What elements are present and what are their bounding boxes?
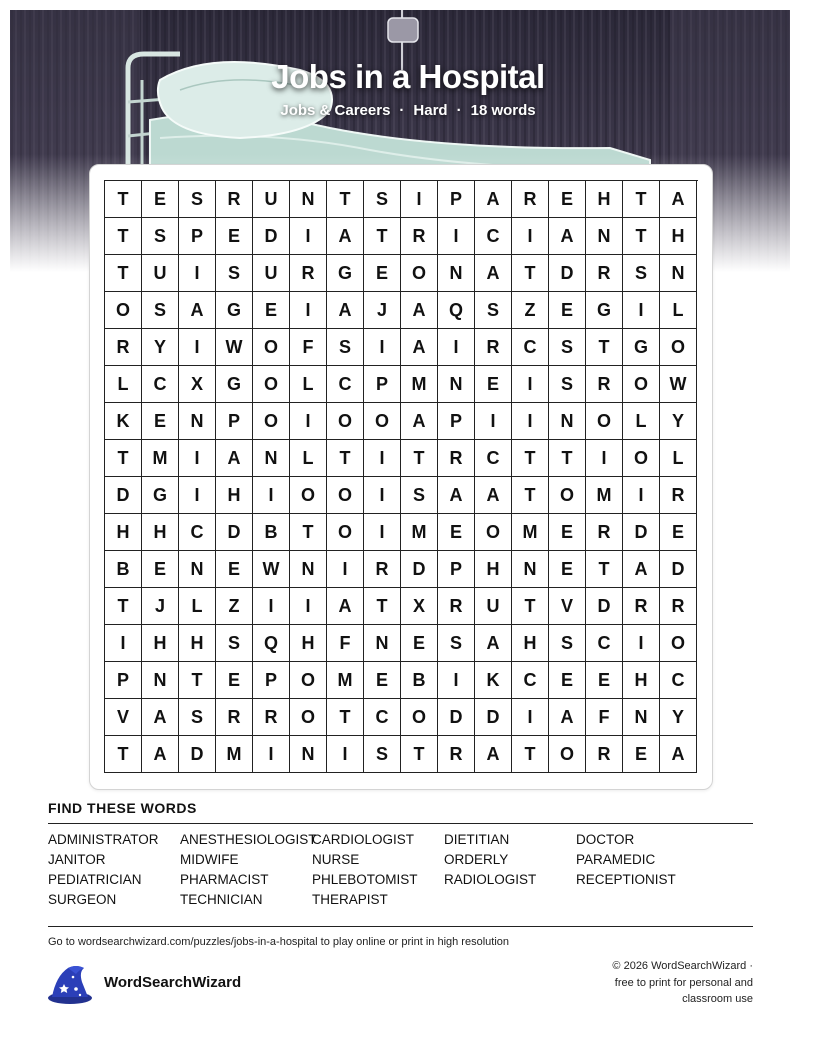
grid-cell: R (586, 255, 623, 292)
grid-cell: I (179, 440, 216, 477)
divider (48, 823, 753, 824)
grid-cell: D (401, 551, 438, 588)
grid-cell: T (327, 440, 364, 477)
grid-cell: A (327, 292, 364, 329)
grid-cell: P (216, 403, 253, 440)
grid-cell: R (105, 329, 142, 366)
grid-cell: H (216, 477, 253, 514)
word-list-item: PEDIATRICIAN (48, 872, 142, 887)
word-list-item: TECHNICIAN (180, 892, 263, 907)
grid-cell: U (253, 181, 290, 218)
grid-cell: I (179, 255, 216, 292)
grid-cell: Y (660, 403, 697, 440)
grid-cell: I (253, 736, 290, 773)
grid-cell: C (364, 699, 401, 736)
grid-cell: I (512, 218, 549, 255)
grid-cell: P (438, 551, 475, 588)
grid-cell: A (401, 292, 438, 329)
grid-cell: H (105, 514, 142, 551)
grid-cell: N (142, 662, 179, 699)
grid-cell: O (623, 440, 660, 477)
grid-cell: U (253, 255, 290, 292)
grid-cell: F (586, 699, 623, 736)
grid-cell: U (142, 255, 179, 292)
word-list-item: NURSE (312, 852, 360, 867)
grid-cell: P (364, 366, 401, 403)
grid-cell: X (401, 588, 438, 625)
puzzle-title: Jobs in a Hospital (271, 58, 545, 95)
word-list-item: DOCTOR (576, 832, 635, 847)
grid-cell: T (512, 440, 549, 477)
grid-cell: I (401, 181, 438, 218)
grid-cell: O (549, 477, 586, 514)
letter-grid (104, 180, 698, 773)
grid-cell: P (105, 662, 142, 699)
grid-cell: L (179, 588, 216, 625)
grid-cell: T (512, 255, 549, 292)
grid-cell: Y (660, 699, 697, 736)
category-label: Jobs & Careers (280, 102, 391, 119)
grid-cell: S (327, 329, 364, 366)
grid-cell: I (364, 514, 401, 551)
grid-cell: N (623, 699, 660, 736)
grid-cell: E (142, 403, 179, 440)
puzzle-subtitle (0, 102, 816, 119)
grid-cell: C (327, 366, 364, 403)
grid-cell: A (142, 699, 179, 736)
grid-cell: A (142, 736, 179, 773)
word-list-item: PARAMEDIC (576, 852, 656, 867)
grid-cell: U (475, 588, 512, 625)
grid-cell: A (475, 625, 512, 662)
grid-cell: N (253, 440, 290, 477)
grid-cell: R (660, 588, 697, 625)
word-list-item: ANESTHESIOLOGIST (180, 832, 317, 847)
grid-cell: O (660, 625, 697, 662)
grid-cell: E (549, 662, 586, 699)
grid-cell: K (105, 403, 142, 440)
grid-cell: N (290, 736, 327, 773)
word-list-item: MIDWIFE (180, 852, 239, 867)
grid-cell: A (475, 736, 512, 773)
grid-cell: Q (438, 292, 475, 329)
grid-cell: I (512, 403, 549, 440)
grid-cell: L (660, 292, 697, 329)
word-list-item: SURGEON (48, 892, 117, 907)
grid-cell: I (623, 625, 660, 662)
grid-cell: N (549, 403, 586, 440)
grid-cell: D (438, 699, 475, 736)
copyright-line: © 2026 WordSearchWizard · (612, 960, 753, 972)
grid-cell: S (623, 255, 660, 292)
copyright-line: free to print for personal and (614, 976, 753, 989)
grid-cell: O (253, 403, 290, 440)
difficulty-label: Hard (413, 102, 448, 119)
grid-cell: I (364, 440, 401, 477)
grid-cell: A (660, 181, 697, 218)
grid-cell: I (438, 329, 475, 366)
grid-cell: S (549, 625, 586, 662)
grid-cell: A (623, 551, 660, 588)
grid-cell: S (216, 255, 253, 292)
grid-cell: E (216, 551, 253, 588)
grid-cell: O (290, 477, 327, 514)
grid-cell: A (475, 255, 512, 292)
grid-cell: H (179, 625, 216, 662)
grid-cell: I (253, 588, 290, 625)
grid-cell: O (586, 403, 623, 440)
grid-cell: T (623, 181, 660, 218)
grid-cell: A (327, 588, 364, 625)
grid-cell: T (586, 329, 623, 366)
word-list-item: THERAPIST (312, 892, 388, 907)
grid-cell: G (623, 329, 660, 366)
grid-cell: B (253, 514, 290, 551)
grid-cell: I (290, 403, 327, 440)
grid-cell: D (586, 588, 623, 625)
copyright-notice (573, 958, 753, 1008)
grid-cell: T (549, 440, 586, 477)
grid-cell: L (623, 403, 660, 440)
grid-cell: T (512, 588, 549, 625)
grid-cell: G (327, 255, 364, 292)
grid-cell: R (438, 588, 475, 625)
grid-cell: T (105, 181, 142, 218)
grid-cell: A (438, 477, 475, 514)
grid-cell: J (142, 588, 179, 625)
grid-cell: L (660, 440, 697, 477)
grid-cell: G (216, 366, 253, 403)
grid-cell: R (401, 218, 438, 255)
grid-cell: O (327, 403, 364, 440)
grid-cell: M (142, 440, 179, 477)
grid-cell: N (179, 403, 216, 440)
grid-cell: O (475, 514, 512, 551)
grid-cell: R (290, 255, 327, 292)
grid-cell: N (512, 551, 549, 588)
grid-cell: A (475, 477, 512, 514)
divider (48, 926, 753, 927)
grid-cell: Z (216, 588, 253, 625)
word-list-item: DIETITIAN (444, 832, 510, 847)
word-list-item: ADMINISTRATOR (48, 832, 159, 847)
grid-cell: E (660, 514, 697, 551)
grid-cell: N (660, 255, 697, 292)
grid-cell: S (549, 329, 586, 366)
grid-cell: E (549, 514, 586, 551)
grid-cell: M (216, 736, 253, 773)
grid-cell: T (105, 736, 142, 773)
grid-cell: S (364, 736, 401, 773)
grid-cell: I (327, 551, 364, 588)
grid-cell: I (364, 477, 401, 514)
grid-cell: L (290, 440, 327, 477)
word-list-row (48, 832, 753, 852)
grid-cell: V (105, 699, 142, 736)
grid-cell: H (586, 181, 623, 218)
grid-cell: E (216, 662, 253, 699)
grid-cell: R (253, 699, 290, 736)
grid-cell: W (253, 551, 290, 588)
grid-cell: A (549, 699, 586, 736)
grid-cell: E (401, 625, 438, 662)
word-list-item: PHARMACIST (180, 872, 269, 887)
grid-cell: T (179, 662, 216, 699)
grid-cell: I (179, 329, 216, 366)
grid-cell: E (586, 662, 623, 699)
grid-cell: C (586, 625, 623, 662)
word-list-row (48, 892, 753, 912)
grid-cell: E (549, 551, 586, 588)
brand-name: WordSearchWizard (104, 974, 242, 991)
grid-cell: E (623, 736, 660, 773)
grid-cell: A (216, 440, 253, 477)
grid-cell: R (586, 736, 623, 773)
grid-cell: O (327, 514, 364, 551)
grid-cell: T (586, 551, 623, 588)
grid-cell: I (179, 477, 216, 514)
grid-cell: T (105, 255, 142, 292)
grid-cell: P (438, 403, 475, 440)
grid-cell: C (179, 514, 216, 551)
grid-cell: N (290, 181, 327, 218)
grid-cell: G (586, 292, 623, 329)
grid-cell: V (549, 588, 586, 625)
grid-cell: E (549, 181, 586, 218)
grid-cell: R (216, 181, 253, 218)
grid-cell: T (105, 588, 142, 625)
word-list-item: RADIOLOGIST (444, 872, 537, 887)
grid-cell: R (364, 551, 401, 588)
grid-cell: M (586, 477, 623, 514)
grid-cell: E (216, 218, 253, 255)
grid-cell: R (438, 736, 475, 773)
grid-cell: P (438, 181, 475, 218)
grid-cell: C (512, 329, 549, 366)
grid-cell: D (623, 514, 660, 551)
word-list-item: CARDIOLOGIST (312, 832, 415, 847)
word-list-row (48, 852, 753, 872)
grid-cell: X (179, 366, 216, 403)
separator-dot: · (456, 102, 462, 119)
grid-cell: S (364, 181, 401, 218)
grid-cell: E (438, 514, 475, 551)
grid-cell: W (660, 366, 697, 403)
grid-cell: L (105, 366, 142, 403)
grid-cell: T (512, 477, 549, 514)
footer-url-text: Go to wordsearchwizard.com/puzzles/jobs-in-a-hospital to play online or print in high resolution (48, 936, 510, 948)
grid-cell: H (660, 218, 697, 255)
grid-cell: T (290, 514, 327, 551)
grid-cell: D (105, 477, 142, 514)
grid-cell: R (475, 329, 512, 366)
grid-cell: I (105, 625, 142, 662)
grid-cell: A (179, 292, 216, 329)
word-list-item: RECEPTIONIST (576, 872, 676, 887)
grid-cell: D (179, 736, 216, 773)
grid-cell: H (290, 625, 327, 662)
grid-cell: I (290, 588, 327, 625)
grid-cell: E (142, 181, 179, 218)
grid-cell: I (253, 477, 290, 514)
grid-cell: I (290, 218, 327, 255)
grid-cell: E (253, 292, 290, 329)
grid-cell: C (475, 440, 512, 477)
grid-cell: D (549, 255, 586, 292)
grid-cell: C (660, 662, 697, 699)
grid-cell: S (475, 292, 512, 329)
grid-cell: Y (142, 329, 179, 366)
word-list-item: ORDERLY (444, 852, 509, 867)
grid-cell: S (142, 218, 179, 255)
grid-cell: H (623, 662, 660, 699)
grid-cell: H (142, 625, 179, 662)
grid-cell: E (475, 366, 512, 403)
grid-cell: O (327, 477, 364, 514)
grid-cell: B (105, 551, 142, 588)
word-list-heading: FIND THESE WORDS (48, 800, 197, 816)
grid-cell: R (623, 588, 660, 625)
grid-cell: N (438, 366, 475, 403)
grid-cell: T (512, 736, 549, 773)
grid-cell: G (142, 477, 179, 514)
grid-cell: S (438, 625, 475, 662)
wizard-hat-icon (46, 962, 94, 1006)
grid-cell: T (105, 218, 142, 255)
grid-cell: T (364, 588, 401, 625)
grid-cell: E (364, 662, 401, 699)
grid-cell: T (364, 218, 401, 255)
grid-cell: I (475, 403, 512, 440)
grid-cell: N (586, 218, 623, 255)
grid-cell: I (327, 736, 364, 773)
grid-cell: D (660, 551, 697, 588)
grid-cell: T (623, 218, 660, 255)
grid-cell: D (253, 218, 290, 255)
grid-cell: S (142, 292, 179, 329)
grid-cell: H (142, 514, 179, 551)
grid-cell: W (216, 329, 253, 366)
word-list (48, 832, 753, 912)
grid-cell: L (290, 366, 327, 403)
grid-cell: H (475, 551, 512, 588)
grid-cell: I (364, 329, 401, 366)
grid-cell: O (549, 736, 586, 773)
grid-cell: H (512, 625, 549, 662)
grid-cell: M (512, 514, 549, 551)
grid-cell: A (401, 403, 438, 440)
word-count-label: 18 words (470, 102, 536, 119)
grid-cell: R (216, 699, 253, 736)
grid-cell: M (327, 662, 364, 699)
grid-cell: O (290, 662, 327, 699)
grid-cell: K (475, 662, 512, 699)
grid-cell: R (586, 514, 623, 551)
grid-cell: R (660, 477, 697, 514)
grid-cell: J (364, 292, 401, 329)
grid-cell: S (179, 181, 216, 218)
grid-cell: I (290, 292, 327, 329)
grid-cell: T (105, 440, 142, 477)
grid-cell: P (179, 218, 216, 255)
grid-cell: E (549, 292, 586, 329)
grid-cell: D (216, 514, 253, 551)
grid-cell: C (142, 366, 179, 403)
grid-cell: C (475, 218, 512, 255)
word-list-item: JANITOR (48, 852, 106, 867)
grid-cell: E (364, 255, 401, 292)
grid-cell: A (327, 218, 364, 255)
grid-cell: I (438, 662, 475, 699)
grid-cell: O (105, 292, 142, 329)
grid-cell: M (401, 366, 438, 403)
grid-cell: I (438, 218, 475, 255)
grid-cell: N (290, 551, 327, 588)
grid-cell: R (512, 181, 549, 218)
grid-cell: S (179, 699, 216, 736)
grid-cell: Q (253, 625, 290, 662)
grid-cell: A (549, 218, 586, 255)
grid-cell: F (327, 625, 364, 662)
grid-cell: O (401, 699, 438, 736)
grid-cell: C (512, 662, 549, 699)
grid-cell: E (142, 551, 179, 588)
grid-cell: O (660, 329, 697, 366)
grid-cell: S (549, 366, 586, 403)
grid-cell: O (401, 255, 438, 292)
grid-cell: S (401, 477, 438, 514)
word-list-item: PHLEBOTOMIST (312, 872, 418, 887)
grid-cell: A (475, 181, 512, 218)
grid-cell: F (290, 329, 327, 366)
grid-cell: O (290, 699, 327, 736)
grid-cell: O (253, 366, 290, 403)
grid-cell: G (216, 292, 253, 329)
grid-cell: I (512, 699, 549, 736)
grid-cell: A (401, 329, 438, 366)
grid-cell: I (586, 440, 623, 477)
grid-cell: Z (512, 292, 549, 329)
grid-cell: I (623, 292, 660, 329)
grid-cell: D (475, 699, 512, 736)
grid-cell: T (327, 699, 364, 736)
grid-cell: I (623, 477, 660, 514)
grid-cell: O (623, 366, 660, 403)
grid-cell: S (216, 625, 253, 662)
word-list-row (48, 872, 753, 892)
grid-cell: I (512, 366, 549, 403)
grid-cell: P (253, 662, 290, 699)
grid-cell: T (327, 181, 364, 218)
separator-dot: · (399, 102, 405, 119)
grid-cell: R (438, 440, 475, 477)
grid-cell: N (438, 255, 475, 292)
grid-cell: R (586, 366, 623, 403)
grid-cell: T (401, 736, 438, 773)
grid-cell: N (179, 551, 216, 588)
grid-cell: O (253, 329, 290, 366)
grid-cell: B (401, 662, 438, 699)
copyright-line: classroom use (682, 993, 753, 1005)
grid-cell: O (364, 403, 401, 440)
grid-cell: T (401, 440, 438, 477)
grid-cell: N (364, 625, 401, 662)
grid-cell: M (401, 514, 438, 551)
grid-cell: A (660, 736, 697, 773)
